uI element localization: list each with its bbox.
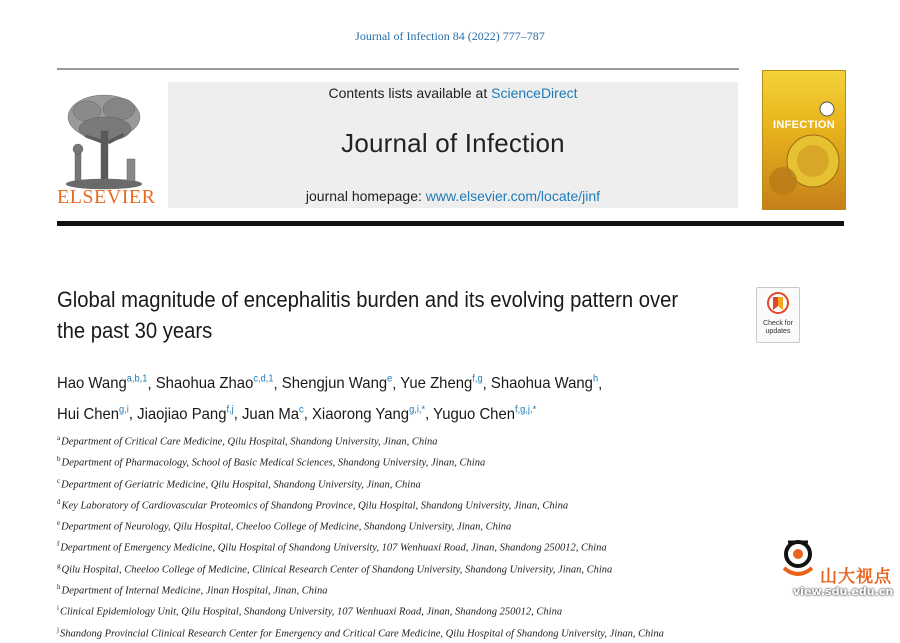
- affiliation-item: $^g$Qilu Hospital, Cheeloo College of Medicine, Clinical Research Center of Shandong University, Shandong University, Jinan, China: [57, 561, 613, 576]
- homepage-link[interactable]: www.elsevier.com/locate/jinf: [425, 188, 601, 204]
- author: Yue Zheng$^{f,g}$: [400, 374, 483, 393]
- affiliation-item: $^d$Key Laboratory of Cardiovascular Proteomics of Shandong Province, Qilu Hospital, Shandong University, Jinan, China: [57, 497, 569, 512]
- author: Yuguo Chen$^{f,g,j,*}$: [433, 404, 537, 423]
- homepage-line: [168, 188, 738, 204]
- author: Shaohua Zhao$^{c,d,1}$: [155, 374, 274, 393]
- sciencedirect-link[interactable]: ScienceDirect: [491, 85, 578, 101]
- author: Xiaorong Yang$^{g,i,*}$: [311, 404, 426, 423]
- author: Juan Ma$^c$: [241, 404, 304, 423]
- affiliation-item: $^c$Department of Geriatric Medicine, Qilu Hospital, Shandong University, Jinan, China: [57, 476, 421, 491]
- watermark-brand: 山大视点: [820, 567, 892, 587]
- journal-cover-image: [762, 70, 846, 210]
- author: Shaohua Wang$^h$: [490, 374, 599, 393]
- affiliation-item: $^a$Department of Critical Care Medicine, Qilu Hospital, Shandong University, Jinan, China: [57, 434, 438, 448]
- journal-header-box: [168, 82, 738, 208]
- cover-illustration: [763, 71, 845, 209]
- affiliation-item: $^e$Department of Neurology, Qilu Hospital, Cheeloo College of Medicine, Shandong University, Jinan, China: [57, 519, 512, 533]
- check-updates-label: Check for updates: [763, 320, 793, 335]
- check-for-updates-button[interactable]: [756, 287, 800, 343]
- watermark-url: view.sdu.edu.cn: [793, 585, 894, 598]
- contents-prefix: Contents lists available at: [328, 85, 488, 101]
- author: Shengjun Wang$^e$: [281, 374, 393, 393]
- author-list: Hao Wang$^{a,b,1}$, Shaohua Zhao$^{c,d,1}$, Shengjun Wang$^e$, Yue Zheng$^{f,g}$, Shaohua Wang$^h$, Hui Chen$^{g,i}$, Jiaojiao Pang$^{f,j}$, Juan Ma$^c$, Xiaorong Yang$^{g,i,*}$, Yuguo Chen$^{f,g,j,*}$: [57, 374, 603, 423]
- author: Jiaojiao Pang$^{f,j}$: [137, 404, 234, 423]
- affiliation-item: $^h$Department of Internal Medicine, Jinan Hospital, Jinan, China: [57, 583, 328, 597]
- header-top-rule: [57, 68, 739, 70]
- contents-line: [168, 85, 738, 101]
- affiliation-item: $^j$Shandong Provincial Clinical Research Center for Emergency and Critical Care Medicine, Qilu Hospital of Shandong University, Jinan, China: [57, 625, 664, 640]
- affiliation-item: $^i$Clinical Epidemiology Unit, Qilu Hospital, Shandong University, 107 Wenhuaxi Road, Jinan, Shandong 250012, China: [57, 604, 563, 618]
- header-bottom-rule: [57, 221, 844, 226]
- author: Hui Chen$^{g,i}$: [57, 404, 129, 423]
- cover-title: INFECTION: [773, 119, 835, 131]
- check-updates-icon: [757, 288, 799, 318]
- article-title: Global magnitude of encephalitis burden and its evolving pattern over the past 30 years: [57, 287, 679, 343]
- affiliation-item: $^f$Department of Emergency Medicine, Qilu Hospital of Shandong University, 107 Wenhuaxi Road, Jinan, Shandong 250012, China: [57, 540, 607, 554]
- watermark-logo-icon: [780, 538, 820, 584]
- journal-name: Journal of Infection: [341, 128, 565, 158]
- author: Hao Wang$^{a,b,1}$: [57, 374, 148, 393]
- journal-citation: Journal of Infection 84 (2022) 777–787: [355, 29, 545, 43]
- affiliation-list: [57, 430, 817, 643]
- affiliation-item: $^b$Department of Pharmacology, School of Basic Medical Sciences, Shandong University, Jinan, China: [57, 455, 486, 469]
- homepage-prefix: journal homepage:: [305, 188, 422, 204]
- elsevier-wordmark: ELSEVIER: [57, 186, 156, 208]
